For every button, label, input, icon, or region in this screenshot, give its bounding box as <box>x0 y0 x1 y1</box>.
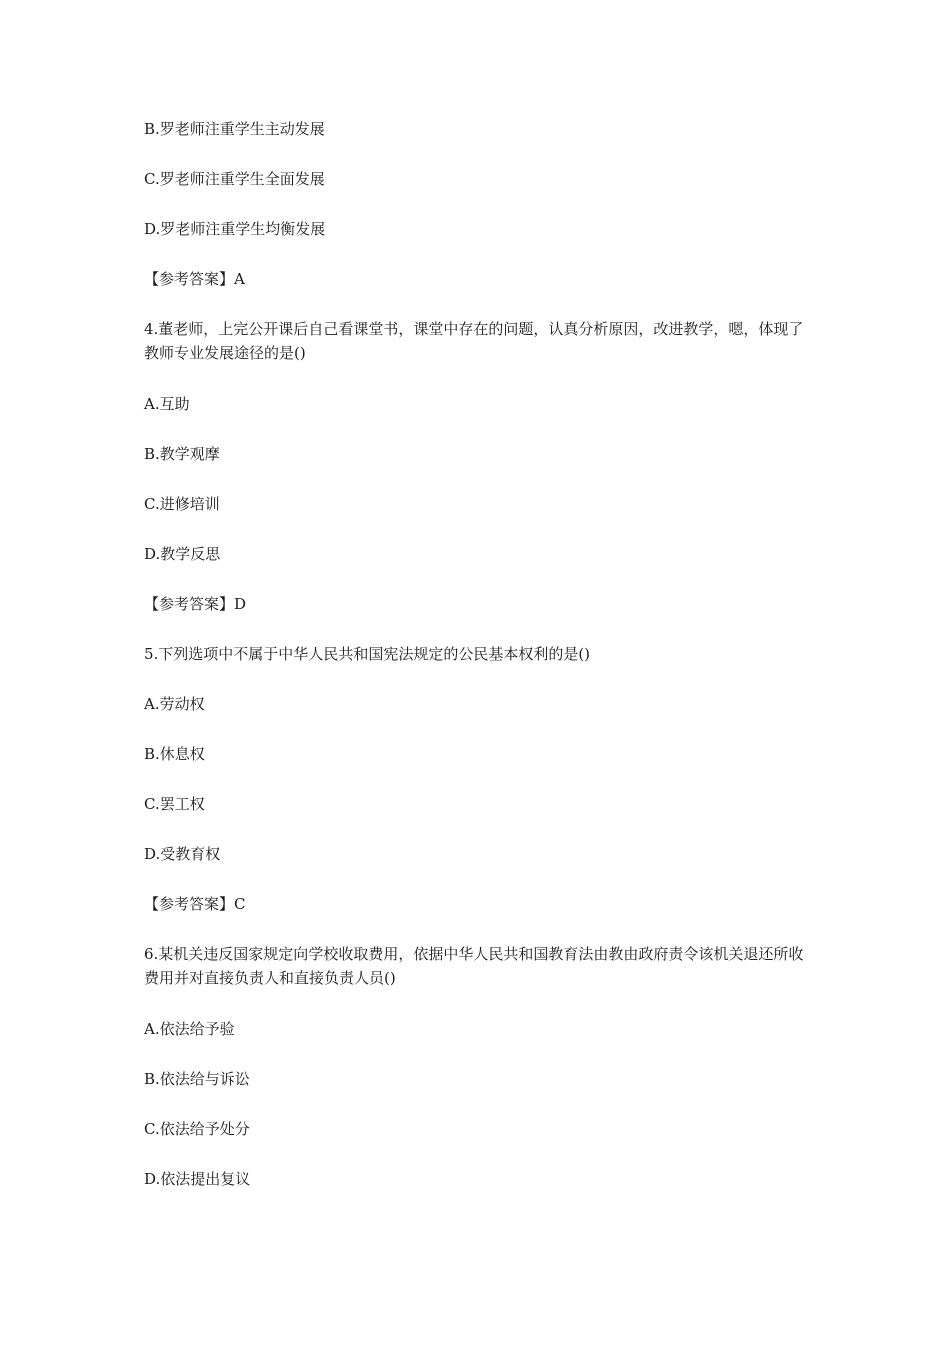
q5-stem: 5.下列选项中不属于中华人民共和国宪法规定的公民基本权利的是() <box>144 645 591 663</box>
q5-option-c: C.罢工权 <box>144 795 205 813</box>
q5-option-d: D.受教育权 <box>144 845 221 863</box>
q6-option-b: B.依法给与诉讼 <box>144 1070 250 1088</box>
q6-option-c: C.依法给予处分 <box>144 1120 250 1138</box>
q6-option-a: A.依法给予验 <box>144 1020 235 1038</box>
q5-option-a: A.劳动权 <box>144 695 205 713</box>
q4-option-b: B.教学观摩 <box>144 445 220 463</box>
q3-option-d: D.罗老师注重学生均衡发展 <box>144 220 326 238</box>
q6-stem: 6.某机关违反国家规定向学校收取费用，依据中华人民共和国教育法由教由政府责令该机关退还所收费用并对直接负责人和直接负责人员() <box>144 945 804 987</box>
q3-option-b: B.罗老师注重学生主动发展 <box>144 120 325 138</box>
q4-stem: 4.董老师，上完公开课后自己看课堂书，课堂中存在的问题，认真分析原因，改进教学，嗯，体现了教师专业发展途径的是() <box>144 320 804 362</box>
q6-option-d: D.依法提出复议 <box>144 1170 251 1188</box>
q4-answer: 【参考答案】D <box>144 595 247 613</box>
q5-answer: 【参考答案】C <box>144 895 246 913</box>
q3-option-c: C.罗老师注重学生全面发展 <box>144 170 325 188</box>
q3-answer: 【参考答案】A <box>144 270 245 288</box>
q4-option-a: A.互助 <box>144 395 190 413</box>
q5-option-b: B.休息权 <box>144 745 205 763</box>
q4-option-d: D.教学反思 <box>144 545 221 563</box>
q4-option-c: C.进修培训 <box>144 495 220 513</box>
